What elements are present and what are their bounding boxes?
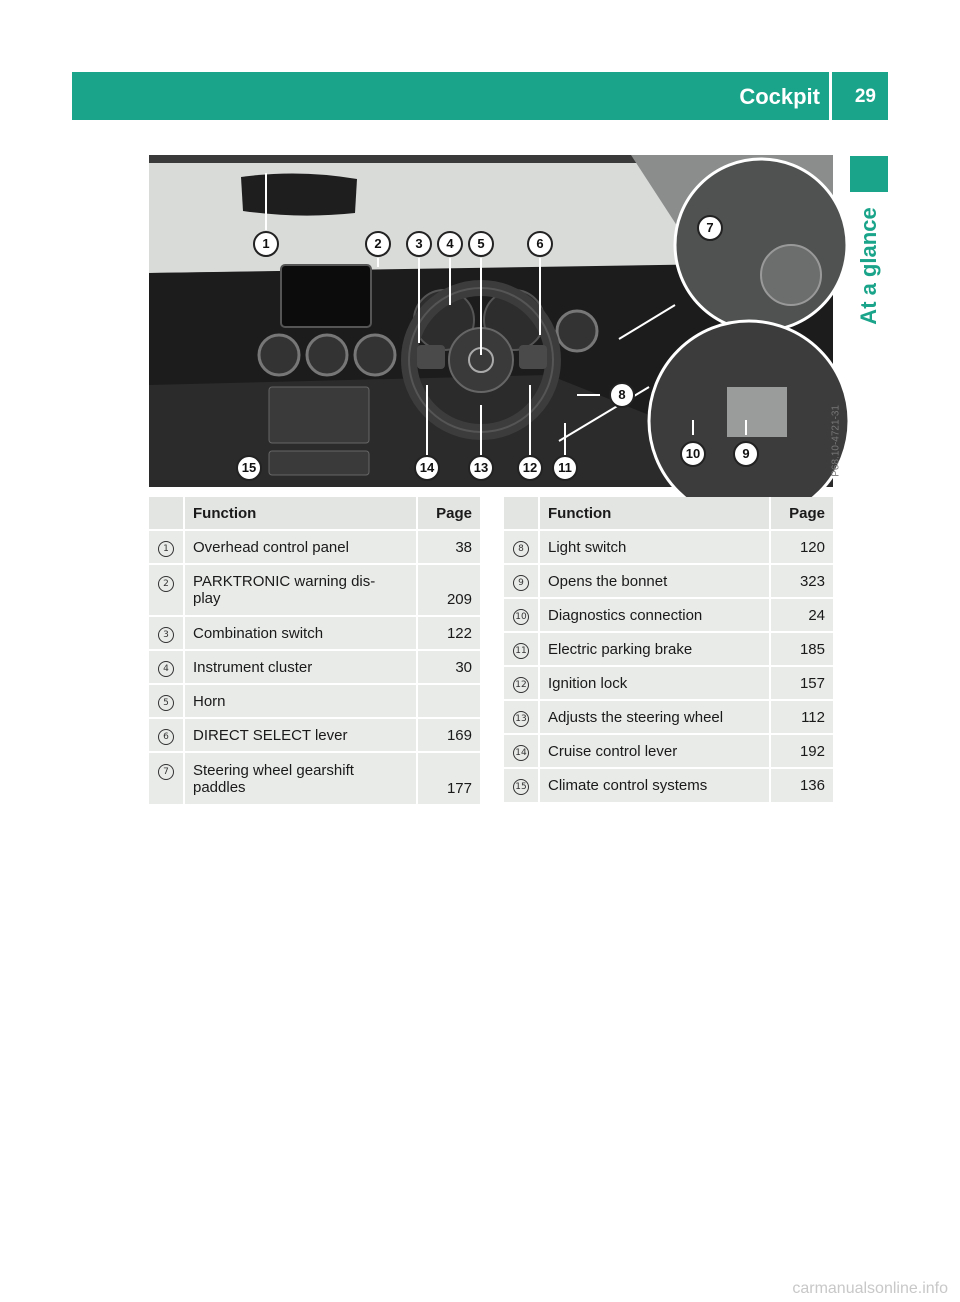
table-row [149, 718, 480, 752]
table-row [149, 684, 480, 718]
function-cell: DIRECT SELECT lever [184, 718, 417, 752]
row-number [149, 650, 184, 684]
page-cell: 30 [417, 650, 480, 684]
function-cell: Climate control systems [539, 768, 770, 802]
row-number [504, 768, 539, 802]
table-row [504, 564, 833, 598]
cockpit-photo [149, 155, 842, 487]
table-row [504, 598, 833, 632]
page-cell: 323 [770, 564, 833, 598]
callout-11: 11 [552, 455, 578, 481]
table-row [149, 564, 480, 616]
callout-9: 9 [733, 441, 759, 467]
number-badge: 8 [513, 541, 529, 557]
row-number [504, 734, 539, 768]
side-tab-label: At a glance [856, 207, 881, 325]
function-cell: Steering wheel gearshift paddles [184, 752, 417, 804]
number-badge: 12 [513, 677, 529, 693]
row-number [504, 530, 539, 564]
row-number [149, 616, 184, 650]
function-table-right [504, 497, 833, 802]
table-header-row [149, 497, 480, 530]
row-number [504, 666, 539, 700]
table-row [504, 530, 833, 564]
page-cell: 157 [770, 666, 833, 700]
page-header [72, 72, 888, 120]
side-tab [850, 196, 888, 336]
number-badge: 13 [513, 711, 529, 727]
function-cell: Opens the bonnet [539, 564, 770, 598]
table-row [149, 530, 480, 564]
number-badge: 3 [158, 627, 174, 643]
callout-5: 5 [468, 231, 494, 257]
table-row [149, 752, 480, 804]
number-badge: 1 [158, 541, 174, 557]
callout-8: 8 [609, 382, 635, 408]
callout-2: 2 [365, 231, 391, 257]
table-header-row [504, 497, 833, 530]
page-cell [417, 684, 480, 718]
function-cell: Electric parking brake [539, 632, 770, 666]
callout-10: 10 [680, 441, 706, 467]
number-badge: 7 [158, 764, 174, 780]
page-cell: 122 [417, 616, 480, 650]
number-badge: 4 [158, 661, 174, 677]
callout-15: 15 [236, 455, 262, 481]
row-number [149, 684, 184, 718]
callout-3: 3 [406, 231, 432, 257]
function-cell: Ignition lock [539, 666, 770, 700]
page-cell: 177 [417, 752, 480, 804]
function-cell: Overhead control panel [184, 530, 417, 564]
row-number [149, 718, 184, 752]
function-cell: PARKTRONIC warning dis- play [184, 564, 417, 616]
page-cell: 24 [770, 598, 833, 632]
column-function-header: Function [184, 497, 417, 530]
number-badge: 9 [513, 575, 529, 591]
function-cell: Combination switch [184, 616, 417, 650]
callout-4: 4 [437, 231, 463, 257]
row-number [149, 564, 184, 616]
callout-13: 13 [468, 455, 494, 481]
function-cell: Light switch [539, 530, 770, 564]
number-badge: 2 [158, 576, 174, 592]
page-cell: 192 [770, 734, 833, 768]
row-number [149, 752, 184, 804]
page-cell: 120 [770, 530, 833, 564]
function-cell: Diagnostics connection [539, 598, 770, 632]
table-row [504, 666, 833, 700]
page-cell: 38 [417, 530, 480, 564]
table-row [149, 650, 480, 684]
watermark: carmanualsonline.info [792, 1280, 948, 1297]
function-cell: Instrument cluster [184, 650, 417, 684]
function-cell: Horn [184, 684, 417, 718]
page-number: 29 [854, 86, 876, 107]
number-badge: 14 [513, 745, 529, 761]
page-cell: 209 [417, 564, 480, 616]
callout-1: 1 [253, 231, 279, 257]
callout-7: 7 [697, 215, 723, 241]
table-row [149, 616, 480, 650]
table-row [504, 632, 833, 666]
callout-14: 14 [414, 455, 440, 481]
row-number [504, 632, 539, 666]
table-row [504, 768, 833, 802]
column-function-header: Function [539, 497, 770, 530]
column-number-header [504, 497, 539, 530]
page-cell: 169 [417, 718, 480, 752]
function-table-left [149, 497, 480, 804]
section-title: Cockpit [739, 84, 820, 109]
number-badge: 15 [513, 779, 529, 795]
callout-12: 12 [517, 455, 543, 481]
row-number [504, 700, 539, 734]
column-page-header: Page [417, 497, 480, 530]
page-cell: 136 [770, 768, 833, 802]
function-cell: Adjusts the steering wheel [539, 700, 770, 734]
page-cell: 185 [770, 632, 833, 666]
table-row [504, 734, 833, 768]
side-tab-marker [850, 156, 888, 192]
column-page-header: Page [770, 497, 833, 530]
image-code: P68.10-4721-31 [831, 405, 842, 477]
page-cell: 112 [770, 700, 833, 734]
number-badge: 5 [158, 695, 174, 711]
column-number-header [149, 497, 184, 530]
row-number [504, 564, 539, 598]
row-number [149, 530, 184, 564]
callout-6: 6 [527, 231, 553, 257]
header-separator [829, 72, 832, 120]
row-number [504, 598, 539, 632]
number-badge: 10 [513, 609, 529, 625]
number-badge: 11 [513, 643, 529, 659]
table-row [504, 700, 833, 734]
number-badge: 6 [158, 729, 174, 745]
function-cell: Cruise control lever [539, 734, 770, 768]
